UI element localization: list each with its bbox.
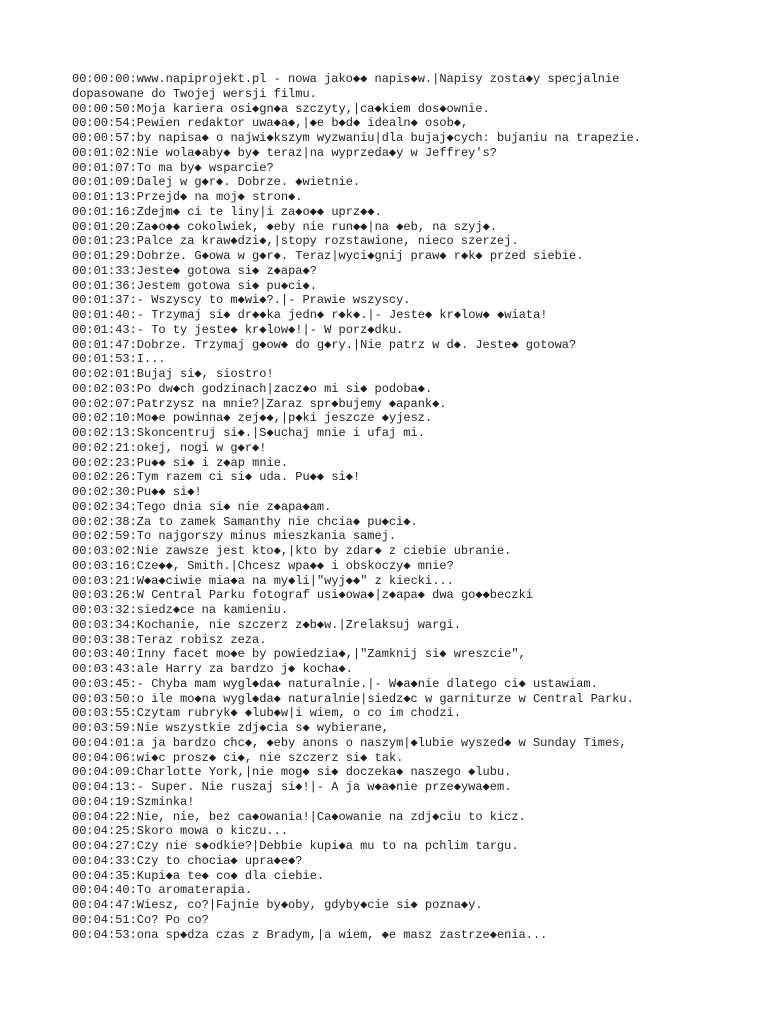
- subtitle-line: 00:03:16:Cze◆◆, Smith.|Chcesz wpa◆◆ i obskoczy◆ mnie?: [72, 558, 454, 573]
- subtitle-line: 00:03:55:Czytam rubryk◆ ◆lub◆w|i wiem, o co im chodzi.: [72, 706, 461, 721]
- subtitle-line: 00:03:02:Nie zawsze jest kto◆,|kto by zdar◆ z ciebie ubranie.: [72, 544, 512, 558]
- subtitle-line: 00:02:21:okej, nogi w g◆r◆!: [72, 440, 267, 455]
- subtitle-line: 00:01:37:- Wszyscy to m◆wi◆?.|- Prawie wszyscy.: [72, 293, 411, 308]
- subtitle-line: 00:02:38:Za to zamek Samanthy nie chcia◆ pu◆ci◆.: [72, 514, 418, 529]
- subtitle-line: 00:03:32:siedz◆ce na kamieniu.: [72, 603, 289, 617]
- subtitle-line: 00:02:03:Po dw◆ch godzinach|zacz◆o mi si◆ podoba◆.: [72, 381, 433, 396]
- subtitle-line: 00:04:13:- Super. Nie ruszaj si◆!|- A ja w◆a◆nie prze◆ywa◆em.: [72, 780, 512, 794]
- subtitle-line: 00:01:40:- Trzymaj si◆ dr◆◆ka jedn◆ r◆k◆.|- Jeste◆ kr◆low◆ ◆wiata!: [72, 308, 548, 322]
- subtitle-line: 00:01:33:Jeste◆ gotowa si◆ z◆apa◆?: [72, 263, 317, 278]
- subtitle-line: 00:02:10:Mo◆e powinna◆ zej◆◆,|p◆ki jeszcze ◆yjesz.: [72, 411, 433, 426]
- subtitle-line: 00:01:07:To ma by◆ wsparcie?: [72, 160, 274, 175]
- subtitle-line: 00:01:09:Dalej w g◆r◆. Dobrze. ◆wietnie.: [72, 175, 361, 190]
- subtitle-line: 00:01:47:Dobrze. Trzymaj g◆ow◆ do g◆ry.|Nie patrz w d◆. Jeste◆ gotowa?: [72, 337, 577, 352]
- subtitle-line: 00:04:53:ona sp◆dza czas z Bradym,|a wiem, ◆e masz zastrze◆enia...: [72, 927, 548, 942]
- subtitle-line: 00:01:23:Palce za kraw◆dzi◆,|stopy rozstawione, nieco szerzej.: [72, 234, 519, 249]
- subtitle-line: 00:03:50:o ile mo◆na wygl◆da◆ naturalnie|siedz◆c w garniturze w Central Parku.: [72, 691, 634, 706]
- subtitle-line: 00:04:40:To aromaterapia.: [72, 883, 253, 898]
- subtitle-line: 00:01:02:Nie wola◆aby◆ by◆ teraz|na wyprzeda◆y w Jeffrey's?: [72, 145, 497, 160]
- subtitle-line: dopasowane do Twojej wersji filmu.: [72, 86, 317, 101]
- subtitle-line: 00:02:07:Patrzysz na mnie?|Zaraz spr◆bujemy ◆apank◆.: [72, 396, 447, 411]
- subtitle-line: 00:04:51:Co? Po co?: [72, 912, 209, 927]
- subtitle-line: 00:04:22:Nie, nie, bez ca◆owania!|Ca◆owanie na zdj◆ciu to kicz.: [72, 809, 526, 824]
- subtitle-line: 00:03:43:ale Harry za bardzo j◆ kocha◆.: [72, 662, 353, 676]
- subtitle-line: 00:02:13:Skoncentruj si◆.|S◆uchaj mnie i ufaj mi.: [72, 426, 425, 440]
- subtitle-line: 00:04:33:Czy to chocia◆ upra◆e◆?: [72, 853, 303, 868]
- subtitle-line: 00:04:19:Szminka!: [72, 794, 195, 809]
- subtitle-line: 00:00:57:by napisa◆ o najwi◆kszym wyzwaniu|dla bujaj◆cych: bujaniu na trapezie.: [72, 131, 641, 145]
- subtitle-line: 00:03:38:Teraz robisz zeza.: [72, 632, 267, 647]
- subtitle-line: 00:00:54:Pewien redaktor uwa◆a◆,|◆e b◆d◆ idealn◆ osob◆,: [72, 116, 469, 131]
- subtitle-line: 00:01:16:Zdejm◆ ci te liny|i za◆o◆◆ uprz◆◆.: [72, 204, 382, 219]
- subtitle-line: 00:02:26:Tym razem ci si◆ uda. Pu◆◆ si◆!: [72, 470, 361, 485]
- subtitle-line: 00:00:00:www.napiprojekt.pl - nowa jako◆◆ napis◆w.|Napisy zosta◆y specjalnie: [72, 72, 620, 86]
- subtitle-line: 00:02:23:Pu◆◆ si◆ i z◆ap mnie.: [72, 455, 289, 470]
- subtitle-line: 00:02:59:To najgorszy minus mieszkania samej.: [72, 529, 397, 544]
- subtitle-line: 00:04:09:Charlotte York,|nie mog◆ si◆ doczeka◆ naszego ◆lubu.: [72, 765, 512, 780]
- subtitle-line: 00:04:35:Kupi◆a te◆ co◆ dla ciebie.: [72, 868, 325, 883]
- subtitle-line: 00:04:01:a ja bardzo chc◆, ◆eby anons o naszym|◆lubie wyszed◆ w Sunday Times,: [72, 735, 627, 750]
- subtitle-line: 00:03:45:- Chyba mam wygl◆da◆ naturalnie.|- W◆a◆nie dlatego ci◆ ustawiam.: [72, 676, 598, 691]
- subtitle-line: 00:03:59:Nie wszystkie zdj◆cia s◆ wybierane,: [72, 721, 389, 735]
- subtitle-line: 00:01:36:Jestem gotowa si◆ pu◆ci◆.: [72, 278, 317, 293]
- subtitle-line: 00:01:53:I...: [72, 352, 166, 367]
- subtitle-line: 00:01:13:Przejd◆ na moj◆ stron◆.: [72, 190, 303, 204]
- subtitle-line: 00:01:29:Dobrze. G◆owa w g◆r◆. Teraz|wyci◆gnij praw◆ r◆k◆ przed siebie.: [72, 249, 584, 263]
- subtitle-line: 00:02:01:Bujaj si◆, siostro!: [72, 367, 274, 381]
- subtitle-line: 00:03:40:Inny facet mo◆e by powiedzia◆,|"Zamknij si◆ wreszcie",: [72, 647, 526, 662]
- subtitle-line: 00:02:34:Tego dnia si◆ nie z◆apa◆am.: [72, 499, 332, 514]
- subtitle-line: 00:01:20:Za◆o◆◆ cokolwiek, ◆eby nie run◆◆|na ◆eb, na szyj◆.: [72, 219, 498, 234]
- subtitle-line: 00:03:34:Kochanie, nie szczerz z◆b◆w.|Zrelaksuj wargi.: [72, 617, 461, 632]
- subtitle-line: 00:04:06:wi◆c prosz◆ ci◆, nie szczerz si◆ tak.: [72, 750, 404, 765]
- subtitle-line: 00:04:27:Czy nie s◆odkie?|Debbie kupi◆a mu to na pchlim targu.: [72, 839, 519, 853]
- subtitle-line: 00:03:21:W◆a◆ciwie mia◆a na my◆li|"wyj◆◆" z kiecki...: [72, 573, 454, 588]
- subtitle-line: 00:04:47:Wiesz, co?|Fajnie by◆oby, gdyby◆cie si◆ pozna◆y.: [72, 898, 483, 912]
- subtitle-line: 00:00:50:Moja kariera osi◆gn◆a szczyty,|ca◆kiem dos◆ownie.: [72, 101, 490, 116]
- subtitle-line: 00:04:25:Skoro mowa o kiczu...: [72, 824, 289, 839]
- subtitle-line: 00:03:26:W Central Parku fotograf usi◆owa◆|z◆apa◆ dwa go◆◆beczki: [72, 588, 534, 603]
- subtitle-line: 00:02:30:Pu◆◆ si◆!: [72, 485, 202, 499]
- subtitle-line: 00:01:43:- To ty jeste◆ kr◆low◆!|- W porz◆dku.: [72, 322, 404, 337]
- subtitle-text-block: [72, 72, 712, 942]
